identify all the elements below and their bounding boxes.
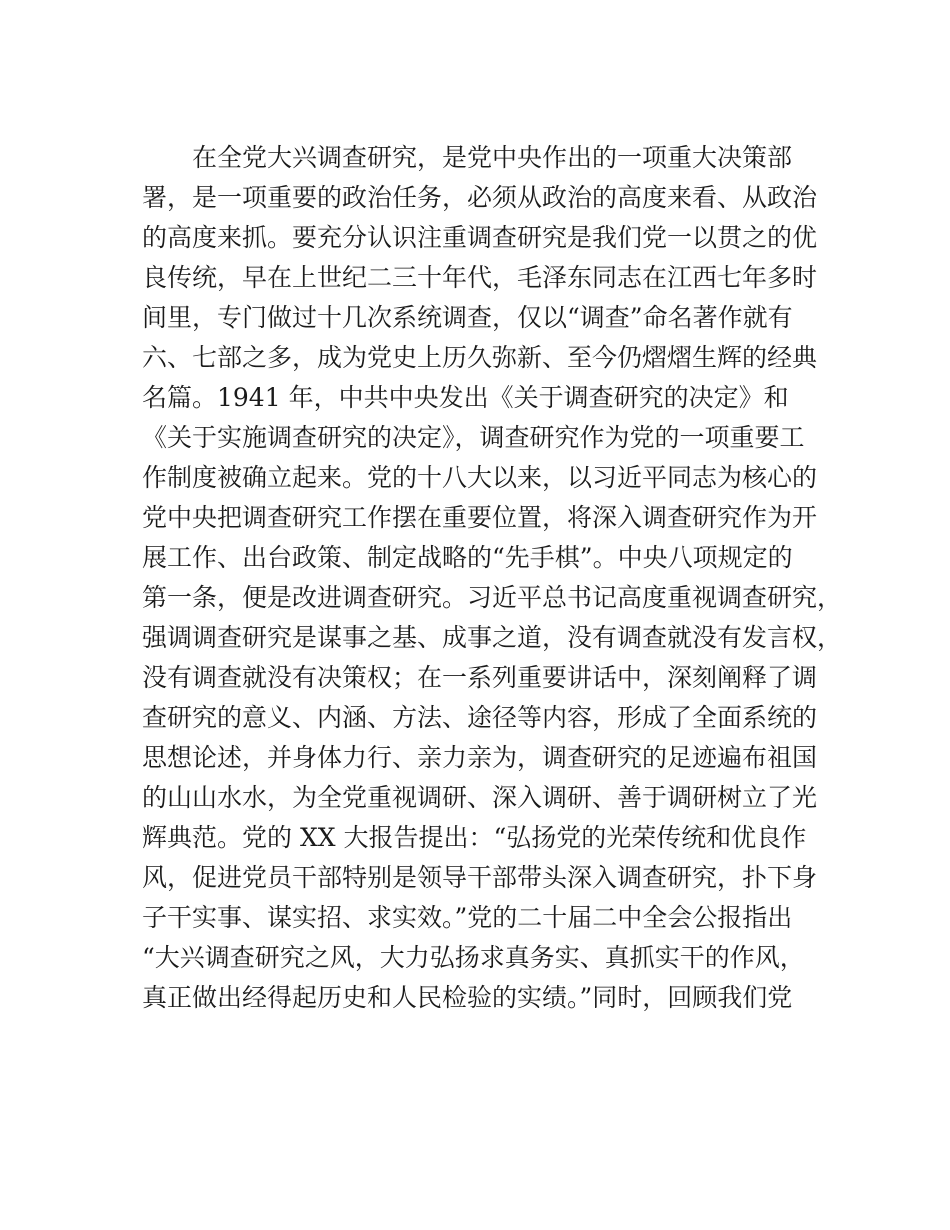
paragraph-line: 《关于实施调查研究的决定》，调查研究作为党的一项重要工 — [142, 423, 805, 452]
paragraph-line: 思想论述，并身体力行、亲力亲为，调查研究的足迹遍布祖国 — [142, 743, 818, 772]
paragraph-line: 没有调查就没有决策权；在一系列重要讲话中，深刻阐释了调 — [142, 663, 818, 692]
paragraph-line: 作制度被确立起来。党的十八大以来，以习近平同志为核心的 — [142, 463, 818, 492]
paragraph-line: 党中央把调查研究工作摆在重要位置，将深入调查研究作为开 — [142, 503, 818, 532]
paragraph-line: 真正做出经得起历史和人民检验的实绩。”同时，回顾我们党 — [142, 983, 793, 1012]
paragraph-line: 名篇。1941 年，中共中央发出《关于调查研究的决定》和 — [142, 383, 789, 412]
paragraph-line: 强调调查研究是谋事之基、成事之道，没有调查就没有发言权， — [142, 623, 843, 652]
paragraph-line: 良传统，早在上世纪二三十年代，毛泽东同志在江西七年多时 — [142, 263, 818, 292]
paragraph-line: 的山山水水，为全党重视调研、深入调研、善于调研树立了光 — [142, 783, 818, 812]
paragraph-line: 的高度来抓。要充分认识注重调查研究是我们党一以贯之的优 — [142, 223, 818, 252]
body-paragraph — [142, 138, 843, 1018]
paragraph-line: 间里，专门做过十几次系统调查，仅以“调查”命名著作就有 — [142, 303, 793, 332]
paragraph-line: 六、七部之多，成为党史上历久弥新、至今仍熠熠生辉的经典 — [142, 343, 818, 372]
paragraph-line: “大兴调查研究之风，大力弘扬求真务实、真抓实干的作风， — [142, 943, 805, 972]
paragraph-line: 辉典范。党的 XX 大报告提出：“弘扬党的光荣传统和优良作 — [142, 823, 807, 852]
paragraph-line: 署，是一项重要的政治任务，必须从政治的高度来看、从政治 — [142, 183, 818, 212]
paragraph-line: 子干实事、谋实招、求实效。”党的二十届二中全会公报指出 — [142, 903, 793, 932]
paragraph-line: 查研究的意义、内涵、方法、途径等内容，形成了全面系统的 — [142, 703, 818, 732]
paragraph-line: 风，促进党员干部特别是领导干部带头深入调查研究，扑下身 — [142, 863, 818, 892]
paragraph-line: 展工作、出台政策、制定战略的“先手棋”。中央八项规定的 — [142, 543, 793, 572]
paragraph-line: 在全党大兴调查研究，是党中央作出的一项重大决策部 — [192, 143, 793, 172]
paragraph-line: 第一条，便是改进调查研究。习近平总书记高度重视调查研究， — [142, 583, 843, 612]
